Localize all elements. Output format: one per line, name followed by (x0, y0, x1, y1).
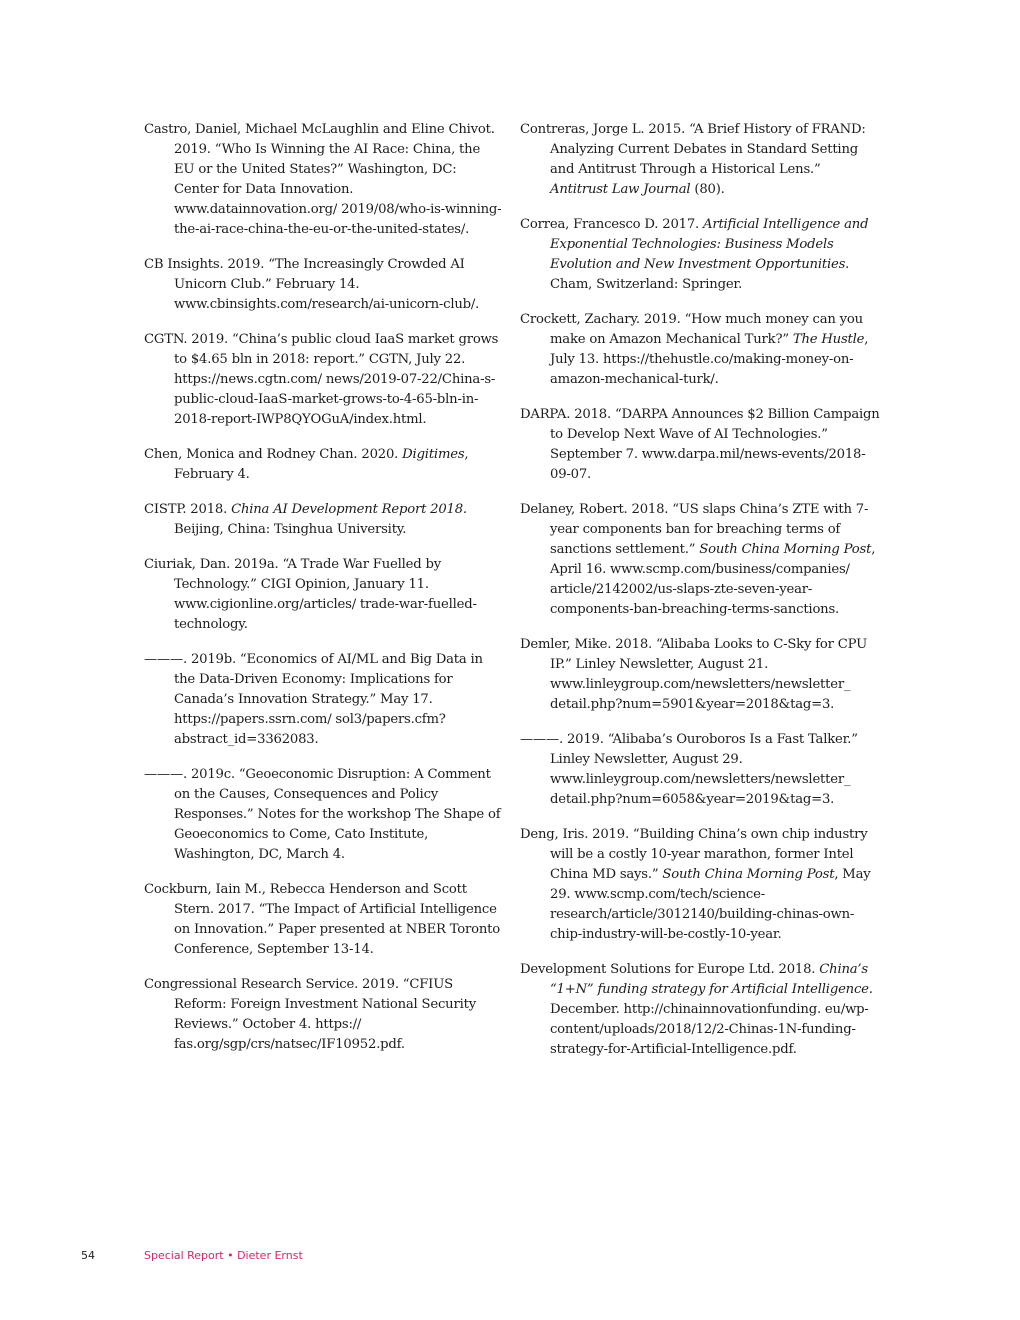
reference-title-italic: The Hustle (792, 332, 865, 347)
reference-text: , April 16. www.scmp.com/business/companies/ article/2142002/us-slaps-zte-seven-year-components-ban-breaching-terms-sanctions. (550, 542, 876, 617)
reference-entry (144, 765, 504, 865)
reference-text: Cockburn, Iain M., Rebecca Henderson and Scott Stern. 2017. “The Impact of Artificial Intelligence on Innovation.” Paper presented at NBER Toronto Conference, September 13-14. (144, 882, 501, 957)
reference-text: Cham, Switzerland: Springer. (550, 277, 743, 292)
reference-title-italic: South China Morning Post (662, 867, 835, 882)
reference-entry (144, 330, 504, 430)
reference-entry (144, 555, 504, 635)
reference-title-italic: Antitrust Law Journal (550, 182, 691, 197)
reference-entry (144, 880, 504, 960)
reference-text: Demler, Mike. 2018. “Alibaba Looks to C-Sky for CPU IP.” Linley Newsletter, August 21. www.linleygroup.com/newsletters/newsletter_ detail.php?num=5901&year=2018&tag=3. (520, 637, 867, 712)
reference-entry (520, 635, 882, 715)
reference-entry (144, 975, 504, 1055)
reference-text: ———. 2019c. “Geoeconomic Disruption: A Comment on the Causes, Consequences and Policy Responses.” Notes for the workshop The Shape of Geoeconomics to Come, Cato Institute, Washington, DC, March 4. (144, 767, 501, 862)
reference-entry (144, 500, 504, 540)
reference-text: CB Insights. 2019. “The Increasingly Crowded AI Unicorn Club.” February 14. www.cbinsights.com/research/ai-unicorn-club/. (144, 257, 480, 312)
reference-text: (80). (690, 182, 725, 197)
reference-entry (144, 650, 504, 750)
reference-text: Castro, Daniel, Michael McLaughlin and Eline Chivot. 2019. “Who Is Winning the AI Race: China, the EU or the United States?” Washington, DC: Center for Data Innovation. www.datainnovation.org/ 2019/08/who-is-winning-the-ai-race-china-the-eu-or-the-united-states/. (144, 122, 502, 237)
reference-title-italic: South China Morning Post (699, 542, 872, 557)
reference-text: , July 13. https://thehustle.co/making-money-on-amazon-mechanical-turk/. (550, 332, 869, 387)
reference-text: Delaney, Robert. 2018. “US slaps China’s ZTE with 7-year components ban for breaching terms of sanctions settlement.” (520, 502, 869, 557)
reference-title-italic: China AI Development Report 2018. (231, 502, 467, 517)
reference-text: Beijing, China: Tsinghua University. (174, 522, 407, 537)
reference-entry (520, 730, 882, 810)
reference-text: Congressional Research Service. 2019. “CFIUS Reform: Foreign Investment National Security Reviews.” October 4. https:// fas.org/sgp/crs/natsec/IF10952.pdf. (144, 977, 476, 1052)
reference-text: December. http://chinainnovationfunding. eu/wp-content/uploads/2018/12/2-Chinas-1N-funding-strategy-for-Artificial-Intelligence.pdf. (550, 1002, 869, 1057)
reference-entry (520, 825, 882, 945)
reference-text: CGTN. 2019. “China’s public cloud IaaS market grows to $4.65 bln in 2018: report.” CGTN, July 22. https://news.cgtn.com/ news/2019-07-22/China-s-public-cloud-IaaS-market-grows-to-4-65-bln-in-2018-report-IWP8QYOGuA/index.html. (144, 332, 499, 427)
running-title: Special Report • Dieter Ernst (144, 1249, 303, 1262)
reference-text: Ciuriak, Dan. 2019a. “A Trade War Fuelled by Technology.” CIGI Opinion, January 11. www.cigionline.org/articles/ trade-war-fuelled-technology. (144, 557, 477, 632)
references-column-left (144, 120, 504, 1070)
reference-text: ———. 2019. “Alibaba’s Ouroboros Is a Fast Talker.” Linley Newsletter, August 29. www.linleygroup.com/newsletters/newsletter_ detail.php?num=6058&year=2019&tag=3. (520, 732, 858, 807)
reference-title-italic: China’s “1+N” funding strategy for Artificial Intelligence. (550, 962, 873, 997)
reference-text: CISTP. 2018. (144, 502, 232, 517)
reference-text: DARPA. 2018. “DARPA Announces $2 Billion Campaign to Develop Next Wave of AI Technologies.” September 7. www.darpa.mil/news-events/2018-09-07. (520, 407, 880, 482)
reference-entry (144, 120, 504, 240)
reference-text: Crockett, Zachary. 2019. “How much money can you make on Amazon Mechanical Turk?” (520, 312, 863, 347)
reference-text: , February 4. (174, 447, 469, 482)
reference-entry (144, 255, 504, 315)
reference-text: Chen, Monica and Rodney Chan. 2020. (144, 447, 403, 462)
page-number: 54 (81, 1249, 95, 1262)
reference-title-italic: Digitimes (402, 447, 465, 462)
reference-entry (520, 310, 882, 390)
reference-text: Deng, Iris. 2019. “Building China’s own chip industry will be a costly 10-year marathon, former Intel China MD says.” (520, 827, 868, 882)
reference-entry (520, 500, 882, 620)
reference-entry (520, 120, 882, 200)
references-column-right (520, 120, 882, 1075)
reference-text: Correa, Francesco D. 2017. (520, 217, 704, 232)
reference-entry (520, 405, 882, 485)
reference-text: , May 29. www.scmp.com/tech/science-research/article/3012140/building-chinas-own-chip-industry-will-be-costly-10-year. (550, 867, 871, 942)
reference-entry (520, 215, 882, 295)
reference-text: Development Solutions for Europe Ltd. 2018. (520, 962, 820, 977)
reference-entry (144, 445, 504, 485)
reference-title-italic: Artificial Intelligence and Exponential Technologies: Business Models Evolution and New Investment Opportunities. (550, 217, 869, 272)
reference-entry (520, 960, 882, 1060)
reference-text: Contreras, Jorge L. 2015. “A Brief History of FRAND: Analyzing Current Debates in Standard Setting and Antitrust Through a Historical Lens.” (520, 122, 866, 177)
reference-text: ———. 2019b. “Economics of AI/ML and Big Data in the Data-Driven Economy: Implications for Canada’s Innovation Strategy.” May 17. https://papers.ssrn.com/ sol3/papers.cfm?abstract_id=3362083. (144, 652, 483, 747)
